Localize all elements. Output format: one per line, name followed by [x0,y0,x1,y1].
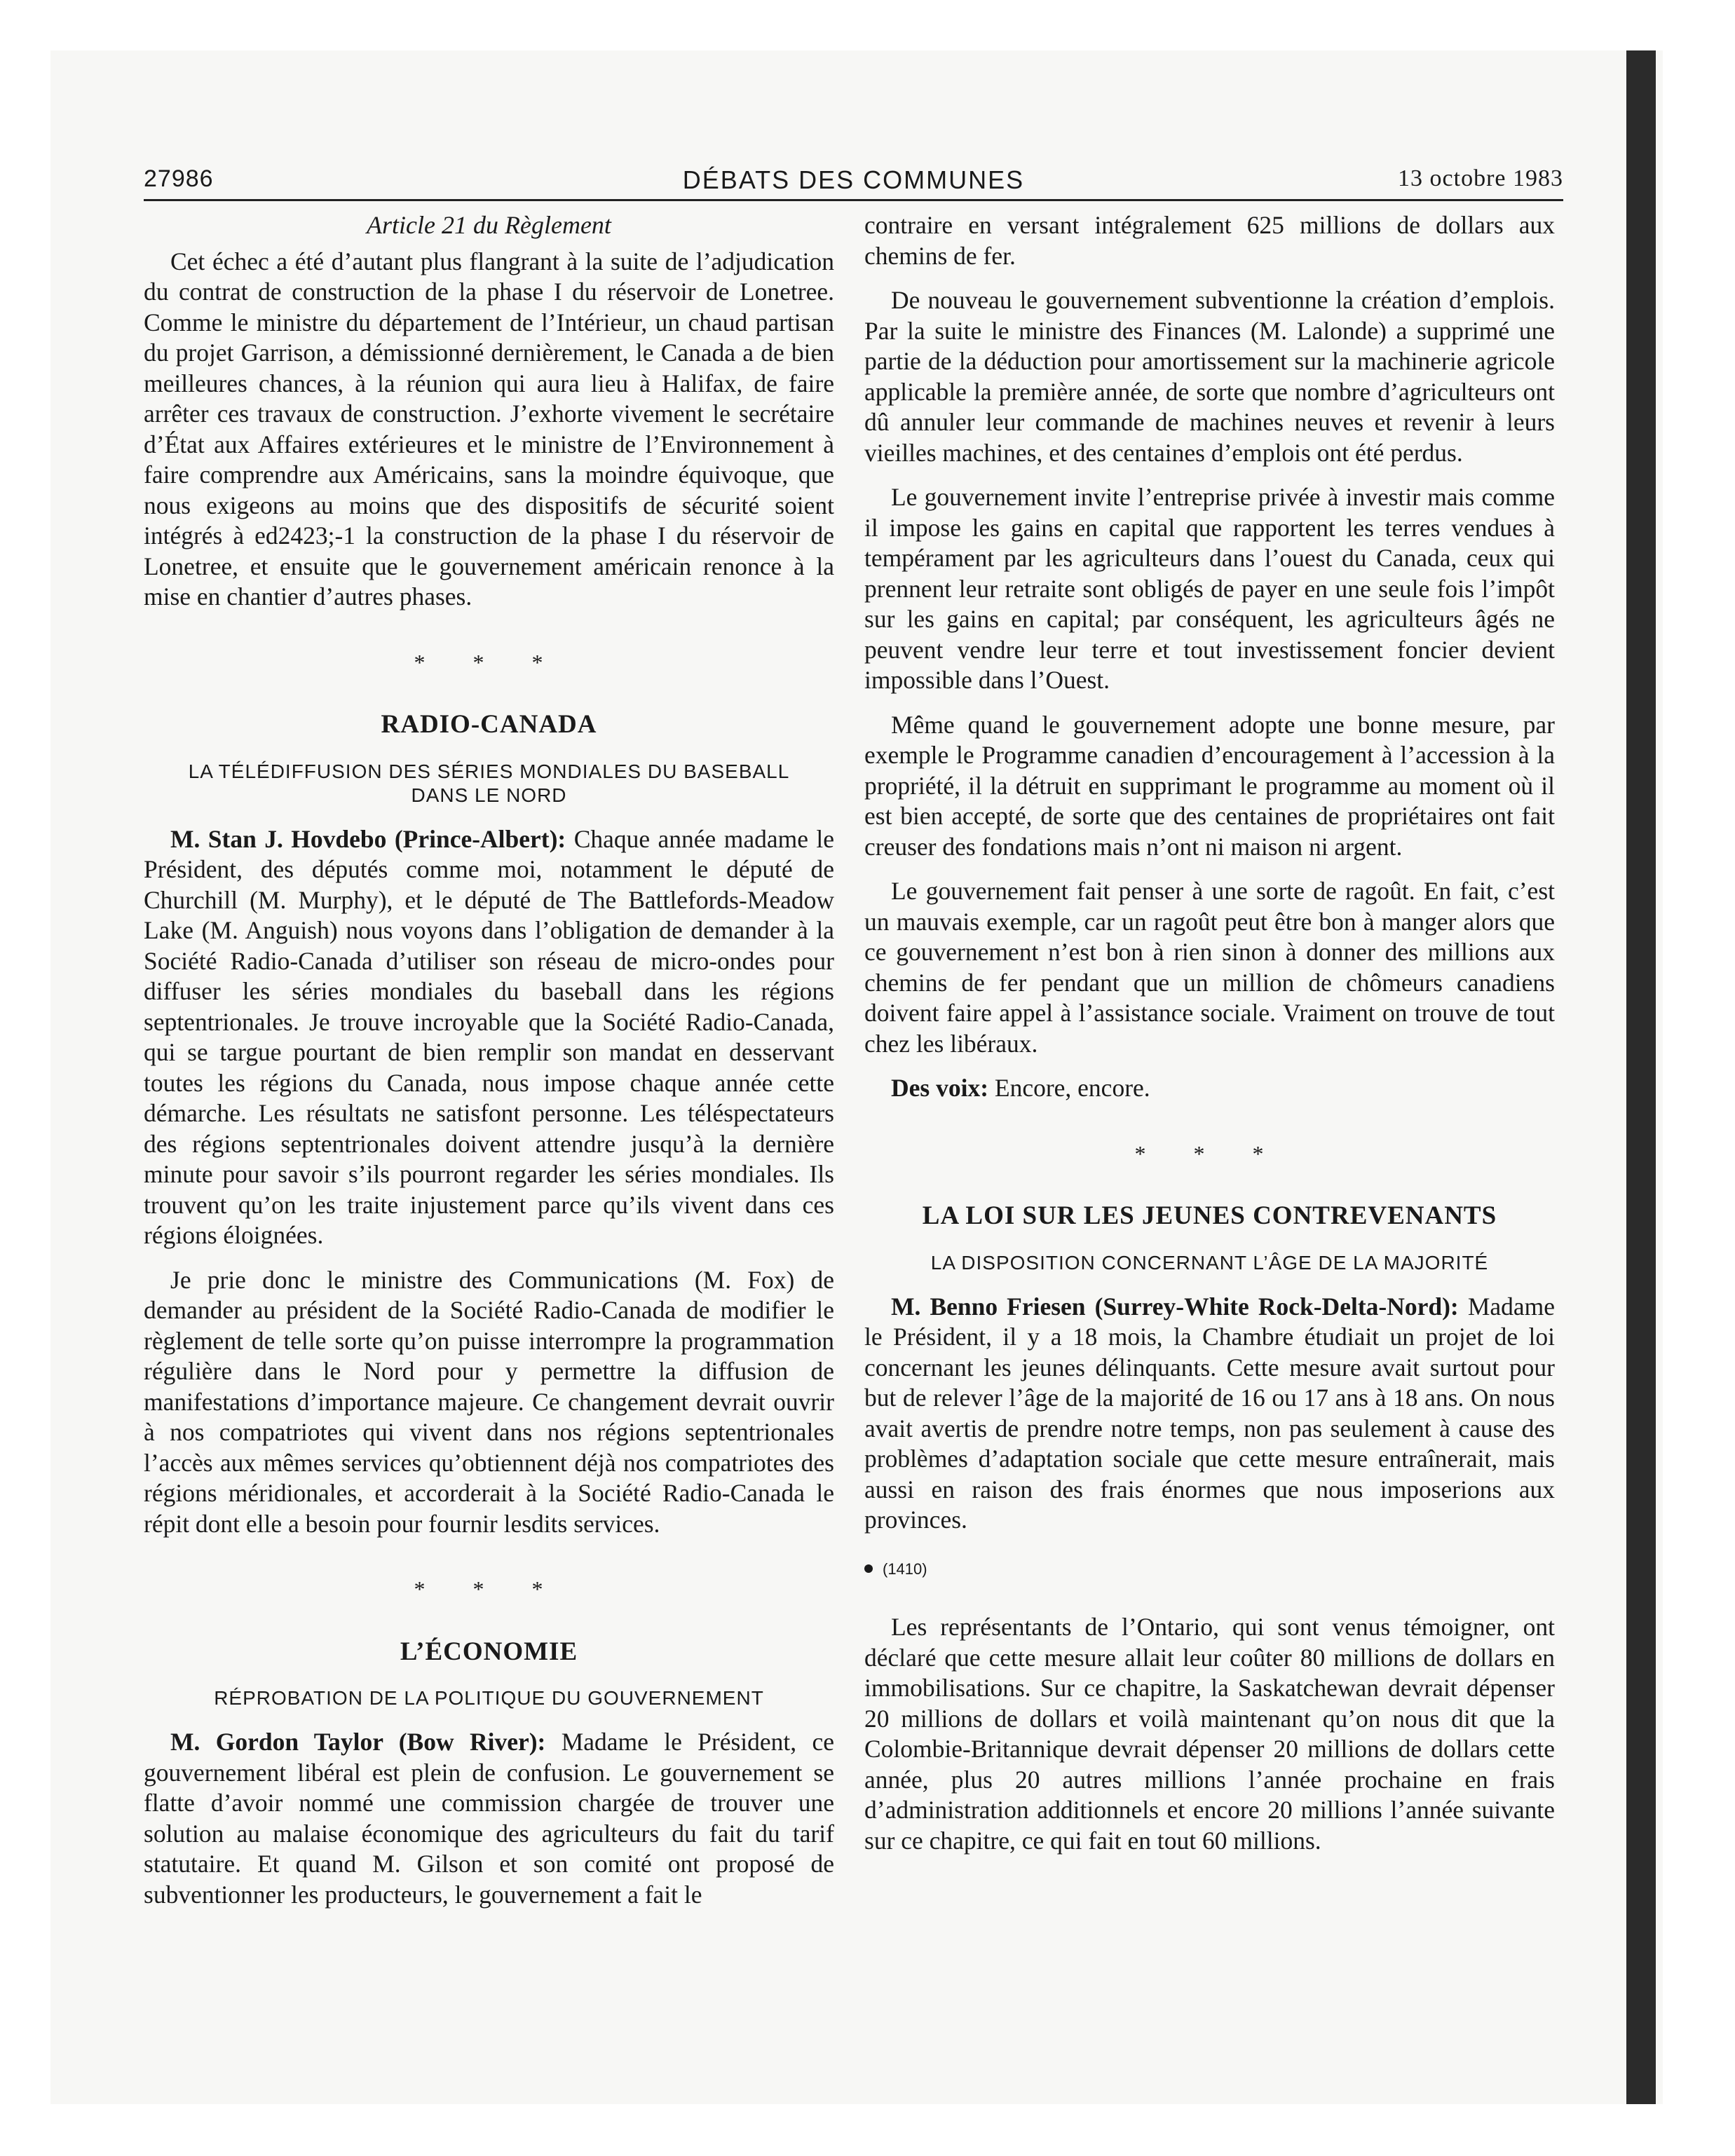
paragraph: Le gouvernement invite l’entreprise privée à investir mais comme il impose les gains en capital que rapportent les terres vendues à tempérament par les agriculteurs dans l’ouest du Canada, ceux qui prennent leur retraite sont obligés de payer en une seule fois l’impôt sur les gains en capital; par conséquent, les agriculteurs âgés ne peuvent vendre leur terre et tout investissement foncier devient impossible dans l’Ouest. [864,483,1555,694]
page-header [144,163,1563,201]
speech-text: Madame le Président, ce gouvernement libéral est plein de confusion. Le gouvernement se flatte d’avoir nommé une commission chargée de trouver une solution au malaise économique des agriculteurs du fait du tarif statutaire. Et quand M. Gilson et son comité ont proposé de subventionner les producteurs, le gouvernement a fait le [144,1728,834,1909]
publication-title: DÉBATS DES COMMUNES [682,165,1025,194]
speech-paragraph [864,1292,1555,1536]
speaker-name: M. Gordon Taylor (Bow River): [170,1728,546,1756]
section-separator: * * * [414,1576,564,1602]
speech-text: Chaque année madame le Président, des députés comme moi, notamment le député de Churchill (M. Murphy), et le député de The Battlefords-Meadow Lake (M. Anguish) nous voyons dans l’obligation de demander à la Société Radio-Canada d’utiliser son réseau de micro-ondes pour diffuser les séries mondiales du baseball dans les régions septentrionales. Je trouve incroyable que la Société Radio-Canada, qui se targue pourtant de bien remplir son mandat en desservant toutes les régions du Canada, nous impose chaque année cette démarche. Les résultats ne satisfont personne. Les téléspectateurs des régions septentrionales doivent attendre jusqu’à la dernière minute pour savoir s’ils pourront regarder les séries mondiales. Ils trouvent qu’on les traite injustement parce qu’ils vivent dans ces régions éloignées. [144,824,835,1249]
section-heading-radio-canada: RADIO-CANADA [381,710,597,739]
section-subheading: LA TÉLÉDIFFUSION DES SÉRIES MONDIALES DU BASEBALL DANS LE NORD [188,760,790,806]
publication-date: 13 octobre 1983 [1398,165,1563,191]
timestamp-text: (1410) [883,1560,927,1578]
speaker-name: M. Stan J. Hovdebo (Prince-Albert): [170,824,566,853]
paragraph: Cet échec a été d’autant plus flangrant à la suite de l’adjudication du contrat de construction de la phase I du réservoir de Lonetree. Comme le ministre du département de l’Intérieur, un chaud partisan du projet Garrison, a démissionné dernièrement, le Canada a de bien meilleures chances, à la réunion qui aura lieu à Halifax, de faire arrêter ces travaux de construction. J’exhorte vivement le secrétaire d’État aux Affaires extérieures et le ministre de l’Environnement à faire comprendre aux Américains, sans la moindre équivoque, que nous exigeons au moins que des dispositifs de sécurité soient intégrés à ed2423;-1 la construction de la phase I du réservoir de Lonetree, et ensuite que le gouvernement américain renonce à la mise en chantier d’autres phases. [144,247,834,610]
speech-paragraph [144,1727,834,1910]
paragraph: contraire en versant intégralement 625 millions de dollars aux chemins de fer. [864,211,1555,270]
timestamp-marker [864,1554,1555,1585]
article-reference: Article 21 du Règlement [367,211,611,239]
page-number: 27986 [144,165,214,192]
paragraph: Même quand le gouvernement adopte une bonne mesure, par exemple le Programme canadien d’encouragement à l’accession à la propriété, il la détruit en supprimant le programme au moment où il est bien accepté, de sorte que des centaines de propriétaires ont fait creuser des fondations mais n’ont ni maison ni argent. [864,710,1555,861]
speech-paragraph [144,824,834,1251]
scan-edge-shadow [1626,50,1656,2104]
paragraph: Le gouvernement fait penser à une sorte de ragoût. En fait, c’est un mauvais exemple, car un ragoût peut être bon à manger alors que ce gouvernement n’est bon à rien sinon à donner des millions aux chemins de fer pendant que un million de chômeurs canadiens doivent faire appel à l’assistance sociale. Vraiment on trouve de tout chez les libéraux. [864,877,1555,1058]
section-heading-economie: L’ÉCONOMIE [400,1637,578,1666]
paragraph: Les représentants de l’Ontario, qui sont venus témoigner, ont déclaré que cette mesure allait leur coûter 80 millions de dollars en immobilisations. Sur ce chapitre, la Saskatchewan devrait dépenser 20 millions de dollars et voilà maintenant qu’on nous dit que la Colombie-Britannique devrait dépenser 20 millions de dollars cette année, plus 20 autres millions l’année prochaine en frais d’administration additionnels et encore 20 millions l’année suivante sur ce chapitre, ce qui fait en tout 60 millions. [864,1613,1555,1855]
section-separator: * * * [1134,1140,1285,1166]
speech-text: Madame le Président, il y a 18 mois, la Chambre étudiait un projet de loi concernant les jeunes délinquants. Cette mesure avait surtout pour but de relever l’âge de la majorité de 16 ou 17 ans à 18 ans. On nous avait avertis de prendre notre temps, non pas seulement à cause des problèmes d’adaptation sociale que cette mesure entraînerait, mais aussi en raison des frais énormes que nous imposerions aux provinces. [864,1292,1556,1534]
speaker-name: M. Benno Friesen (Surrey-White Rock-Delta-Nord): [891,1292,1459,1321]
section-subheading: LA DISPOSITION CONCERNANT L’ÂGE DE LA MAJORITÉ [930,1251,1489,1274]
right-column [864,210,1555,1870]
section-heading-jeunes-contrevenants: LA LOI SUR LES JEUNES CONTREVENANTS [922,1201,1497,1230]
paragraph: Je prie donc le ministre des Communications (M. Fox) de demander au président de la Société Radio-Canada de modifier le règlement de telle sorte qu’on puisse interrompre la programmation régulière dans le Nord pour y permettre la diffusion de manifestations d’importance majeure. Ce changement devrait ouvrir à nos compatriotes qui vivent dans nos régions septentrionales l’accès aux mêmes services qu’obtiennent déjà nos compatriotes des régions méridionales, et accorderait à la Société Radio-Canada le répit dont elle a besoin pour fournir lesdits services. [144,1265,834,1538]
paragraph: De nouveau le gouvernement subventionne la création d’emplois. Par la suite le ministre des Finances (M. Lalonde) a supprimé une partie de la déduction pour amortissement sur la machinerie agricole applicable la première année, de sorte que nombre d’agriculteurs ont dû annuler leur commande de machines neuves et revenir à leurs vieilles machines, et des centaines d’emplois ont été perdus. [864,286,1555,467]
left-column [144,210,834,1924]
speaker-name: Des voix: [891,1074,989,1102]
bullet-dot-icon [864,1564,873,1573]
section-separator: * * * [414,649,564,675]
interjection-text: Encore, encore. [994,1074,1150,1102]
section-subheading: RÉPROBATION DE LA POLITIQUE DU GOUVERNEMENT [214,1687,764,1709]
interjection [864,1073,1555,1104]
